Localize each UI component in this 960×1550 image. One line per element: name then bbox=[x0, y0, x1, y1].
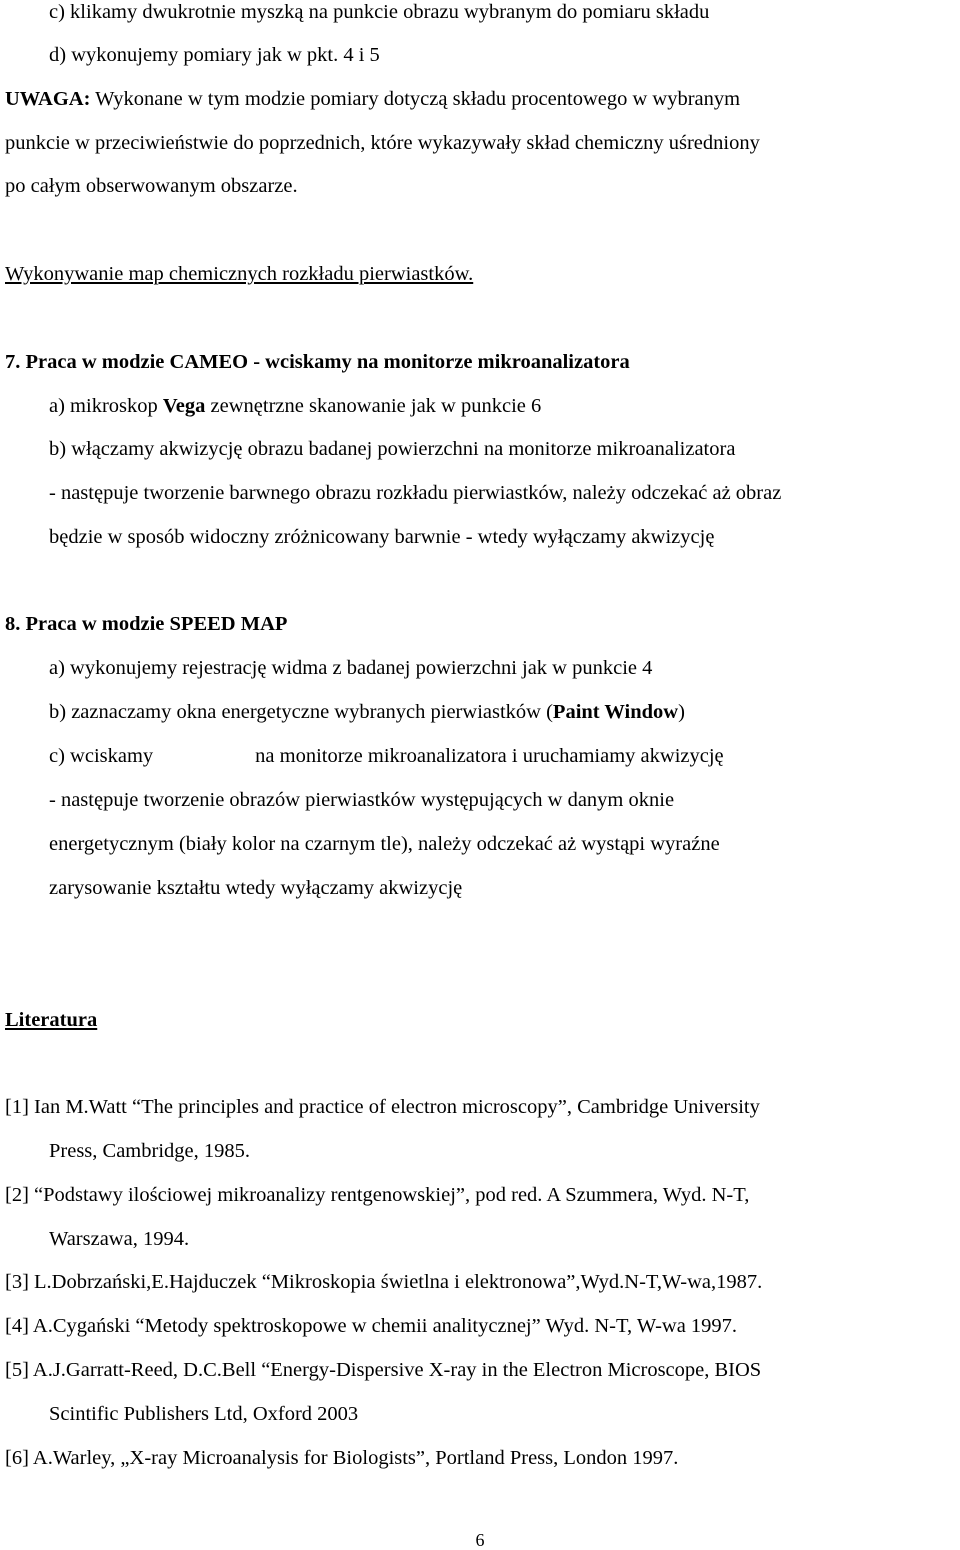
uwaga-note-line-1 bbox=[5, 87, 740, 111]
step8-item-b bbox=[49, 700, 685, 724]
step7-a-prefix: a) mikroskop bbox=[49, 395, 163, 417]
step8-b-paint-window: Paint Window bbox=[552, 701, 679, 723]
uwaga-text-1: Wykonane w tym modzie pomiary dotyczą składu procentowego w wybranym bbox=[90, 88, 741, 110]
reference-1-line-1: [1] Ian M.Watt “The principles and practice of electron microscopy”, Cambridge University bbox=[5, 1096, 760, 1118]
uwaga-note-line-2: punkcie w przeciwieństwie do poprzednich, które wykazywały skład chemiczny uśredniony bbox=[5, 132, 760, 154]
step7-item-a bbox=[49, 394, 541, 418]
step8-b-suffix: ) bbox=[678, 701, 685, 723]
step8-c-suffix: na monitorze mikroanalizatora i uruchamiamy akwizycję bbox=[255, 745, 724, 767]
reference-6: [6] A.Warley, „X-ray Microanalysis for Biologists”, Portland Press, London 1997. bbox=[5, 1447, 679, 1469]
step7-a-suffix: zewnętrzne skanowanie jak w punkcie 6 bbox=[205, 395, 542, 417]
step8-item-a: a) wykonujemy rejestrację widma z badanej powierzchni jak w punkcie 4 bbox=[49, 657, 653, 679]
uwaga-note-line-3: po całym obserwowanym obszarze. bbox=[5, 175, 298, 197]
step8-c-prefix: c) wciskamy bbox=[49, 745, 154, 767]
step7-item-c1: - następuje tworzenie barwnego obrazu rozkładu pierwiastków, należy odczekać aż obraz bbox=[49, 482, 782, 504]
intro-item-c: c) klikamy dwukrotnie myszką na punkcie obrazu wybranym do pomiaru składu bbox=[49, 1, 710, 23]
step7-a-vega: Vega bbox=[162, 395, 206, 417]
step7-title: 7. Praca w modzie CAMEO - wciskamy na monitorze mikroanalizatora bbox=[5, 351, 630, 373]
reference-1-line-2: Press, Cambridge, 1985. bbox=[49, 1140, 250, 1162]
step8-item-d3: zarysowanie kształtu wtedy wyłączamy akwizycję bbox=[49, 877, 463, 899]
reference-5-line-1: [5] A.J.Garratt-Reed, D.C.Bell “Energy-Dispersive X-ray in the Electron Microscope, BIOS bbox=[5, 1359, 762, 1381]
literatura-heading: Literatura bbox=[5, 1009, 98, 1031]
reference-5-line-2: Scintific Publishers Ltd, Oxford 2003 bbox=[49, 1403, 359, 1425]
reference-2-line-1: [2] “Podstawy ilościowej mikroanalizy rentgenowskiej”, pod red. A Szummera, Wyd. N-T, bbox=[5, 1184, 750, 1206]
intro-item-d: d) wykonujemy pomiary jak w pkt. 4 i 5 bbox=[49, 44, 380, 66]
step8-b-prefix: b) zaznaczamy okna energetyczne wybranych pierwiastków ( bbox=[49, 701, 553, 723]
step8-item-c bbox=[49, 744, 724, 768]
section-heading: Wykonywanie map chemicznych rozkładu pierwiastków. bbox=[5, 263, 474, 285]
reference-2-line-2: Warszawa, 1994. bbox=[49, 1228, 190, 1250]
reference-3: [3] L.Dobrzański,E.Hajduczek “Mikroskopia świetlna i elektronowa”,Wyd.N-T,W-wa,1987. bbox=[5, 1271, 763, 1293]
step8-item-d1: - następuje tworzenie obrazów pierwiastków występujących w danym oknie bbox=[49, 789, 675, 811]
step8-title: 8. Praca w modzie SPEED MAP bbox=[5, 613, 288, 635]
step7-item-b: b) włączamy akwizycję obrazu badanej powierzchni na monitorze mikroanalizatora bbox=[49, 438, 736, 460]
page-number: 6 bbox=[475, 1530, 485, 1550]
step7-item-c2: będzie w sposób widoczny zróżnicowany barwnie - wtedy wyłączamy akwizycję bbox=[49, 526, 715, 548]
uwaga-label: UWAGA: bbox=[5, 88, 91, 110]
reference-4: [4] A.Cygański “Metody spektroskopowe w chemii analitycznej” Wyd. N-T, W-wa 1997. bbox=[5, 1315, 738, 1337]
step8-item-d2: energetycznym (biały kolor na czarnym tle), należy odczekać aż wystąpi wyraźne bbox=[49, 833, 720, 855]
